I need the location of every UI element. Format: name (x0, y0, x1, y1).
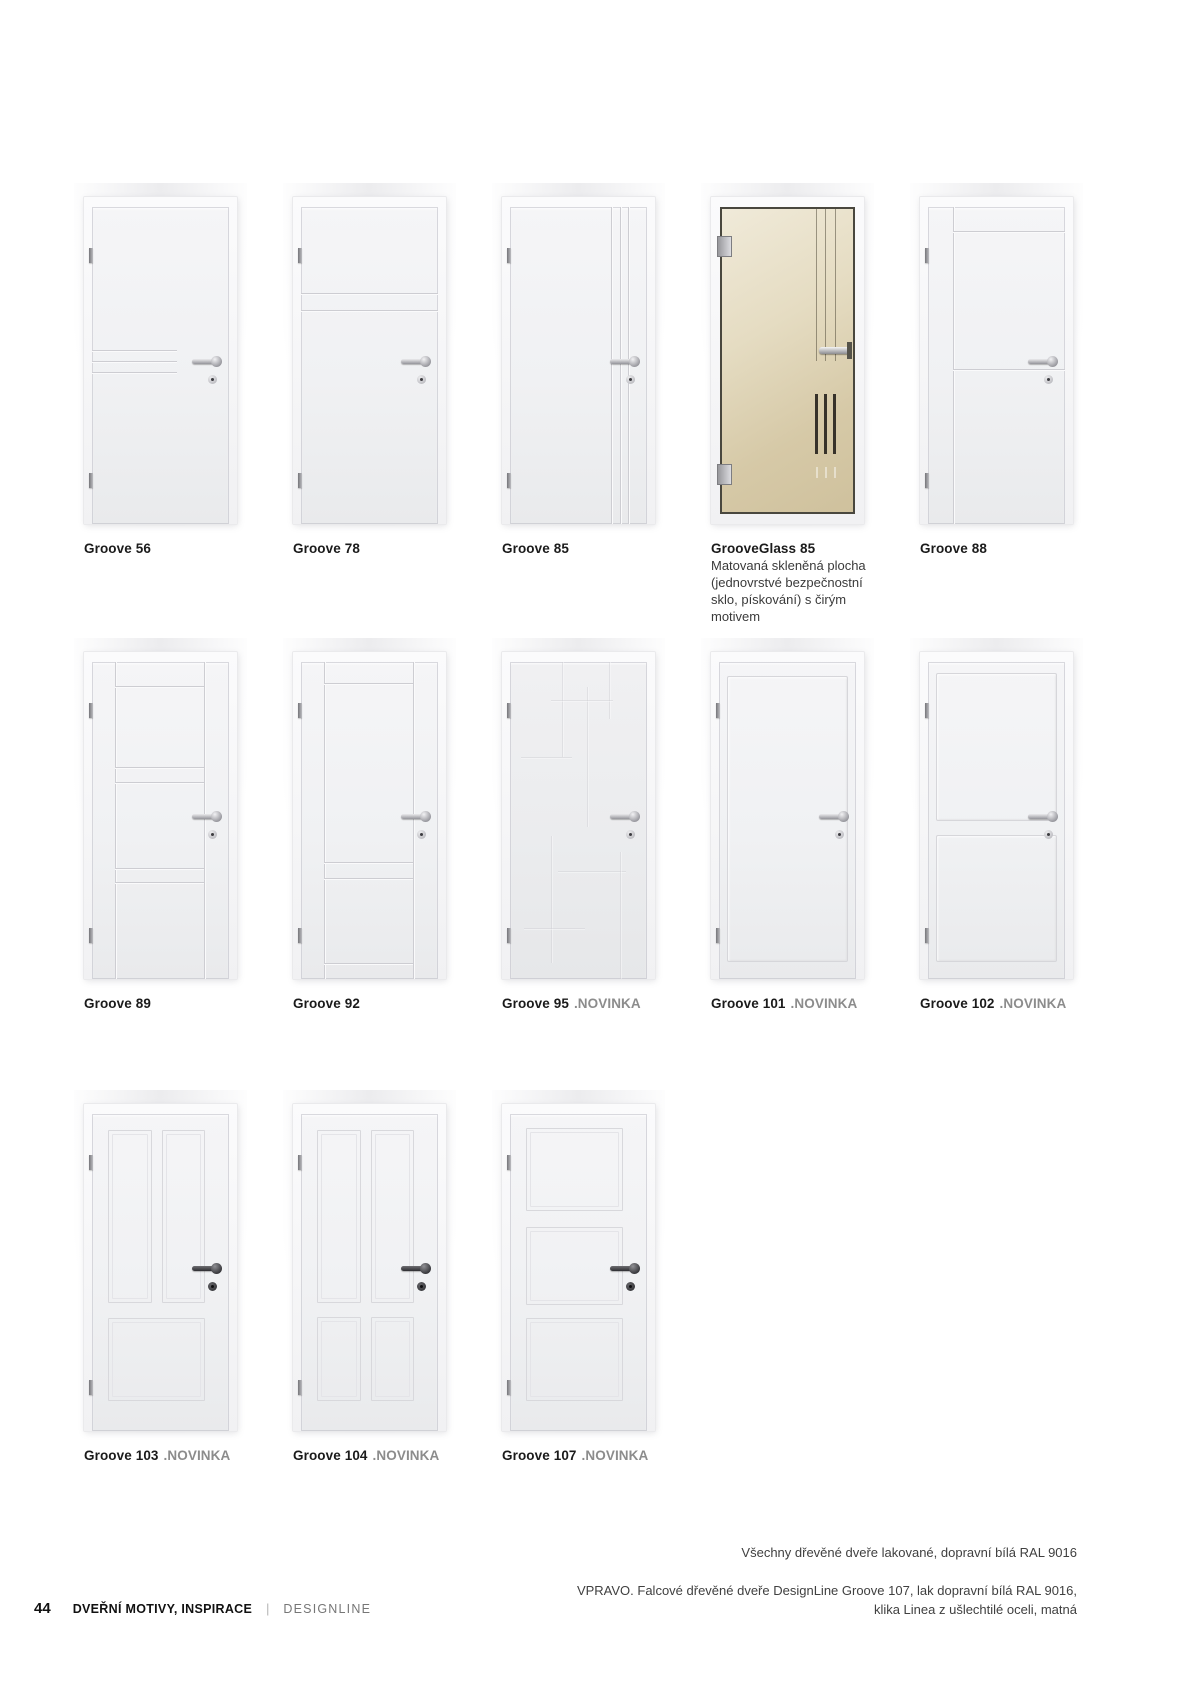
door-name: Groove 107 (502, 1448, 577, 1463)
door-hinge (89, 248, 93, 263)
door-frame (920, 652, 1073, 979)
door-card-groove-56 (84, 197, 237, 524)
door-leaf (301, 1114, 438, 1431)
page-footer (34, 1600, 371, 1617)
door-name: Groove 92 (293, 996, 360, 1011)
door-hinge (716, 928, 720, 943)
door-hinge (298, 703, 302, 718)
novinka-tag: .NOVINKA (163, 1448, 231, 1463)
door-hinge (298, 473, 302, 488)
groove-line (620, 852, 622, 979)
groove-line (562, 662, 564, 757)
groove-panel (526, 1227, 623, 1305)
door-card-groove-102 (920, 652, 1073, 979)
footer-subsection: DESIGNLINE (283, 1602, 372, 1616)
door-handle (192, 1266, 220, 1271)
lock-rosette (1044, 375, 1053, 384)
glass-door-hinge (717, 464, 732, 485)
glass-motif-dash (834, 467, 836, 478)
door-label (502, 1448, 648, 1463)
door-name: Groove 104 (293, 1448, 368, 1463)
glass-motif-line (825, 209, 826, 361)
door-leaf (301, 207, 438, 524)
door-card-groove-92 (293, 652, 446, 979)
groove-panel (317, 1317, 360, 1401)
groove-line (92, 350, 177, 352)
groove-rectangle (936, 673, 1057, 821)
door-label (502, 541, 574, 556)
door-handle (610, 814, 638, 819)
groove-panel (371, 1317, 414, 1401)
groove-panel (317, 1130, 360, 1303)
groove-panel (526, 1318, 623, 1401)
groove-panel (108, 1130, 151, 1303)
groove-line (521, 757, 572, 759)
novinka-tag: .NOVINKA (372, 1448, 440, 1463)
door-hinge (89, 473, 93, 488)
door-name: Groove 85 (502, 541, 569, 556)
door-label (920, 996, 1066, 1011)
groove-rectangle (936, 835, 1057, 962)
door-card-groove-78 (293, 197, 446, 524)
door-hinge (925, 473, 929, 488)
groove-line (413, 662, 415, 979)
door-label (293, 1448, 439, 1463)
groove-line (611, 207, 613, 524)
lock-rosette (208, 375, 217, 384)
door-hinge (925, 928, 929, 943)
door-card-groove-103 (84, 1104, 237, 1431)
door-leaf (92, 662, 229, 979)
novinka-tag: .NOVINKA (573, 996, 641, 1011)
door-leaf (92, 1114, 229, 1431)
door-hinge (507, 928, 511, 943)
footer-separator: | (266, 1602, 270, 1616)
door-frame (84, 652, 237, 979)
door-frame (84, 197, 237, 524)
glass-motif-bar (824, 394, 827, 455)
groove-panel (108, 1318, 205, 1401)
door-hinge (298, 928, 302, 943)
glass-motif-line (816, 209, 817, 361)
door-label (293, 541, 365, 556)
door-hinge (507, 473, 511, 488)
door-frame (293, 1104, 446, 1431)
door-handle (1028, 359, 1056, 364)
groove-line (115, 662, 117, 979)
door-label (711, 996, 857, 1011)
door-frame (502, 652, 655, 979)
door-leaf (928, 662, 1065, 979)
lock-rosette (626, 375, 635, 384)
door-frame (711, 652, 864, 979)
door-hinge (298, 1155, 302, 1170)
door-handle (610, 359, 638, 364)
groove-line (115, 686, 204, 688)
door-frame (84, 1104, 237, 1431)
door-name: Groove 88 (920, 541, 987, 556)
door-hinge (507, 1380, 511, 1395)
groove-line (115, 882, 204, 884)
door-name: GrooveGlass 85 (711, 541, 816, 556)
door-hinge (507, 248, 511, 263)
lock-rosette (208, 830, 217, 839)
door-name: Groove 56 (84, 541, 151, 556)
door-frame (502, 1104, 655, 1431)
door-card-groove-101 (711, 652, 864, 979)
door-handle (1028, 814, 1056, 819)
groove-panel (371, 1130, 414, 1303)
door-label (920, 541, 992, 556)
door-label (84, 996, 156, 1011)
glass-motif-dash (816, 467, 818, 478)
door-label (84, 1448, 230, 1463)
door-hinge (925, 703, 929, 718)
groove-panel (526, 1128, 623, 1211)
door-handle (401, 359, 429, 364)
glass-motif-bar (815, 394, 818, 455)
door-card-groove-107 (502, 1104, 655, 1431)
door-hinge (89, 1380, 93, 1395)
footer-section-title: DVEŘNÍ MOTIVY, INSPIRACE (72, 1602, 253, 1616)
door-label (502, 996, 641, 1011)
groove-line (324, 963, 413, 965)
door-leaf (510, 1114, 647, 1431)
door-hinge (89, 1155, 93, 1170)
groove-line (953, 369, 1065, 371)
door-frame (293, 652, 446, 979)
groove-line (115, 868, 204, 870)
door-leaf (510, 207, 647, 524)
glass-door-handle (819, 347, 851, 354)
door-card-groove-88 (920, 197, 1073, 524)
door-leaf (928, 207, 1065, 524)
groove-line (628, 207, 630, 524)
lock-rosette (417, 375, 426, 384)
glass-motif-dash (825, 467, 827, 478)
groove-line (92, 372, 177, 374)
door-description: Matovaná skleněná plocha (jednovrstvé bezpečnostní sklo, pískování) s čirým motivem (711, 558, 866, 624)
groove-line (620, 207, 622, 524)
door-handle (192, 359, 220, 364)
novinka-tag: .NOVINKA (790, 996, 858, 1011)
door-card-groove-89 (84, 652, 237, 979)
door-name: Groove 89 (84, 996, 151, 1011)
door-frame (920, 197, 1073, 524)
door-handle (401, 814, 429, 819)
door-name: Groove 103 (84, 1448, 159, 1463)
right-caption-line2: klika Linea z ušlechtilé oceli, matná (873, 1602, 1077, 1617)
groove-line (524, 928, 586, 930)
door-hinge (298, 248, 302, 263)
door-handle (401, 1266, 429, 1271)
lock-rosette (208, 1282, 217, 1291)
door-handle (610, 1266, 638, 1271)
door-name: Groove 101 (711, 996, 786, 1011)
finish-note: Všechny dřevěné dveře lakované, dopravní bílá RAL 9016 (741, 1545, 1077, 1560)
lock-rosette (417, 830, 426, 839)
groove-line (551, 700, 613, 702)
page-number: 44 (34, 1600, 51, 1617)
groove-line (115, 767, 204, 769)
door-hinge (507, 703, 511, 718)
door-leaf (510, 662, 647, 979)
groove-line (324, 662, 326, 979)
groove-line (115, 782, 204, 784)
novinka-tag: .NOVINKA (999, 996, 1067, 1011)
door-hinge (507, 1155, 511, 1170)
door-frame (711, 197, 864, 524)
door-card-groove-95 (502, 652, 655, 979)
groove-panel (162, 1130, 205, 1303)
groove-line (953, 207, 955, 524)
right-caption-line1: VPRAVO. Falcové dřevěné dveře DesignLine Groove 107, lak dopravní bílá RAL 9016, (576, 1583, 1077, 1598)
groove-line (953, 231, 1065, 233)
lock-rosette (626, 1282, 635, 1291)
glass-motif-line (835, 209, 836, 361)
door-handle (192, 814, 220, 819)
door-frame (293, 197, 446, 524)
door-card-grooveglass-85 (711, 197, 864, 524)
door-card-groove-104 (293, 1104, 446, 1431)
groove-line (324, 878, 413, 880)
lock-rosette (626, 830, 635, 839)
door-hinge (716, 703, 720, 718)
door-label (711, 541, 820, 556)
door-leaf (719, 662, 856, 979)
door-label (293, 996, 365, 1011)
groove-line (551, 836, 553, 963)
groove-line (587, 687, 589, 826)
door-hinge (925, 248, 929, 263)
door-leaf (92, 207, 229, 524)
groove-line (204, 662, 206, 979)
novinka-tag: .NOVINKA (581, 1448, 649, 1463)
door-hinge (89, 928, 93, 943)
door-label (84, 541, 156, 556)
glass-door-hinge (717, 236, 732, 257)
groove-line (301, 310, 438, 312)
lock-rosette (417, 1282, 426, 1291)
door-hinge (89, 703, 93, 718)
door-leaf (301, 662, 438, 979)
groove-line (92, 361, 177, 363)
groove-line (324, 683, 413, 685)
door-handle (819, 814, 847, 819)
door-card-groove-85 (502, 197, 655, 524)
door-name: Groove 95 (502, 996, 569, 1011)
door-name: Groove 102 (920, 996, 995, 1011)
groove-line (558, 871, 627, 873)
glass-panel (720, 207, 855, 514)
groove-line (324, 862, 413, 864)
door-frame (502, 197, 655, 524)
glass-motif-bar (833, 394, 836, 455)
groove-line (301, 293, 438, 295)
groove-line (609, 662, 611, 719)
door-hinge (298, 1380, 302, 1395)
door-name: Groove 78 (293, 541, 360, 556)
